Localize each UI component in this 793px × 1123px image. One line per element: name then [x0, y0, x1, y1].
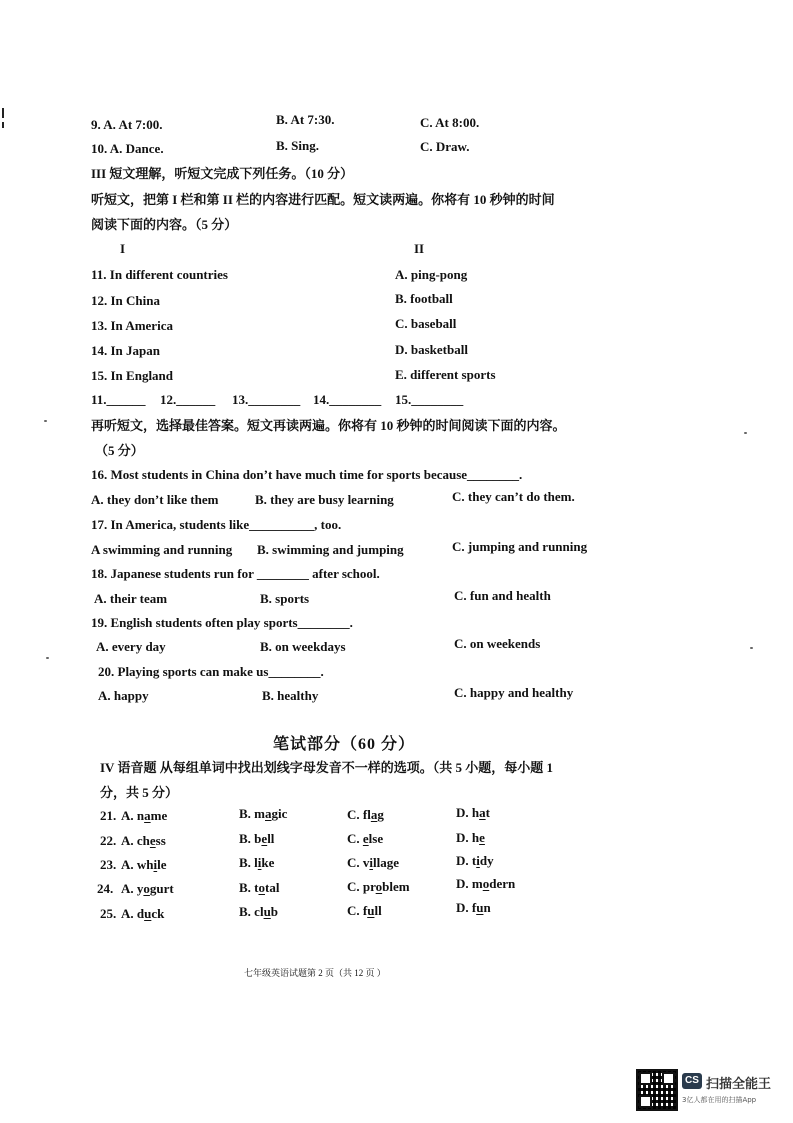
phonics-23-d: D. tidy	[456, 853, 494, 868]
q16-option-b: B. they are busy learning	[255, 492, 394, 507]
section3-instruction-1b: 阅读下面的内容。（5 分）	[91, 217, 238, 232]
match-right-c: C. baseball	[395, 316, 457, 331]
margin-mark	[2, 122, 4, 128]
scanner-brand-name: 扫描全能王	[706, 1077, 772, 1092]
phonics-21-num: 21.	[100, 808, 117, 823]
phonics-22-num: 22.	[100, 833, 117, 848]
q10-option-a: 10. A. Dance.	[91, 141, 164, 156]
q20-stem: 20. Playing sports can make us________.	[98, 664, 324, 679]
q17-stem: 17. In America, students like__________, too.	[91, 517, 342, 532]
scanner-tagline: 3亿人都在用的扫描App	[682, 1096, 757, 1104]
margin-mark	[2, 108, 4, 118]
match-left-14: 14. In Japan	[91, 343, 160, 358]
answer-blank-15: 15.________	[395, 392, 464, 407]
match-left-13: 13. In America	[91, 318, 173, 333]
phonics-22-d: D. he	[456, 830, 485, 845]
column-i-header: I	[120, 241, 126, 256]
q16-option-c: C. they can’t do them.	[452, 489, 575, 504]
phonics-25-c: C. full	[347, 903, 382, 918]
phonics-25-d: D. fun	[456, 900, 491, 915]
phonics-21-b: B. magic	[239, 806, 288, 821]
phonics-22-b: B. bell	[239, 831, 275, 846]
phonics-24-b: B. total	[239, 880, 280, 895]
phonics-23-b: B. like	[239, 855, 275, 870]
match-left-12: 12. In China	[91, 293, 160, 308]
q10-option-c: C. Draw.	[420, 139, 470, 154]
section4-instruction: IV 语音题 从每组单词中找出划线字母发音不一样的选项。（共 5 小题，每小题 1	[100, 760, 553, 775]
answer-blank-14: 14.________	[313, 392, 382, 407]
q20-option-c: C. happy and healthy	[454, 685, 574, 700]
match-right-e: E. different sports	[395, 367, 496, 382]
phonics-22-c: C. else	[347, 831, 384, 846]
phonics-24-num: 24.	[97, 881, 114, 896]
q20-option-b: B. healthy	[262, 688, 319, 703]
phonics-25-a: A. duck	[121, 906, 165, 921]
section4-instruction-b: 分，共 5 分）	[100, 785, 179, 800]
scan-smudge	[46, 657, 49, 659]
scan-smudge	[744, 432, 747, 434]
match-right-a: A. ping-pong	[395, 267, 468, 282]
answer-blank-13: 13.________	[232, 392, 301, 407]
q19-option-b: B. on weekdays	[260, 639, 346, 654]
q16-stem: 16. Most students in China don’t have much time for sports because________.	[91, 467, 523, 482]
q10-option-b: B. Sing.	[276, 138, 319, 153]
phonics-21-a: A. name	[121, 808, 168, 823]
section3-title: III 短文理解，听短文完成下列任务。（10 分）	[91, 166, 354, 181]
phonics-22-a: A. chess	[121, 833, 166, 848]
phonics-21-c: C. flag	[347, 807, 384, 822]
section3-instruction-2: 再听短文，选择最佳答案。短文再读两遍。你将有 10 秒钟的时间阅读下面的内容。	[91, 418, 566, 433]
phonics-21-d: D. hat	[456, 805, 490, 820]
answer-blank-12: 12.______	[160, 392, 216, 407]
section3-instruction-1: 听短文，把第 I 栏和第 II 栏的内容进行匹配。短文读两遍。你将有 10 秒钟的时间	[91, 192, 555, 207]
q20-option-a: A. happy	[98, 688, 149, 703]
phonics-23-a: A. while	[121, 857, 167, 872]
section3-instruction-2b: （5 分）	[95, 443, 144, 458]
q9-option-c: C. At 8:00.	[420, 115, 480, 130]
match-right-d: D. basketball	[395, 342, 468, 357]
phonics-25-b: B. club	[239, 904, 279, 919]
scanner-logo-icon: CS	[682, 1073, 702, 1089]
qr-code-icon	[636, 1069, 678, 1111]
phonics-23-num: 23.	[100, 857, 117, 872]
q18-option-b: B. sports	[260, 591, 310, 606]
scan-smudge	[44, 420, 47, 422]
q18-option-a: A. their team	[94, 591, 168, 606]
match-left-11: 11. In different countries	[91, 267, 228, 282]
column-ii-header: II	[414, 241, 425, 256]
q19-option-a: A. every day	[96, 639, 166, 654]
written-section-heading: 笔试部分（60 分）	[273, 736, 416, 753]
match-right-b: B. football	[395, 291, 453, 306]
phonics-24-c: C. problem	[347, 879, 410, 894]
match-left-15: 15. In England	[91, 368, 174, 383]
page-footer: 七年级英语试题第 2 页（共 12 页 ）	[244, 968, 386, 978]
q16-option-a: A. they don’t like them	[91, 492, 219, 507]
phonics-24-d: D. modern	[456, 876, 516, 891]
q19-option-c: C. on weekends	[454, 636, 541, 651]
q18-option-c: C. fun and health	[454, 588, 551, 603]
phonics-25-num: 25.	[100, 906, 117, 921]
q17-option-a: A swimming and running	[91, 542, 233, 557]
answer-blank-11: 11.______	[91, 392, 146, 407]
q18-stem: 18. Japanese students run for ________ after school.	[91, 566, 380, 581]
phonics-23-c: C. village	[347, 855, 400, 870]
q9-option-b: B. At 7:30.	[276, 112, 335, 127]
q17-option-c: C. jumping and running	[452, 539, 588, 554]
scan-smudge	[750, 647, 753, 649]
phonics-24-a: A. yogurt	[121, 881, 174, 896]
q17-option-b: B. swimming and jumping	[257, 542, 404, 557]
q19-stem: 19. English students often play sports________.	[91, 615, 353, 630]
q9-option-a: 9. A. At 7:00.	[91, 117, 163, 132]
